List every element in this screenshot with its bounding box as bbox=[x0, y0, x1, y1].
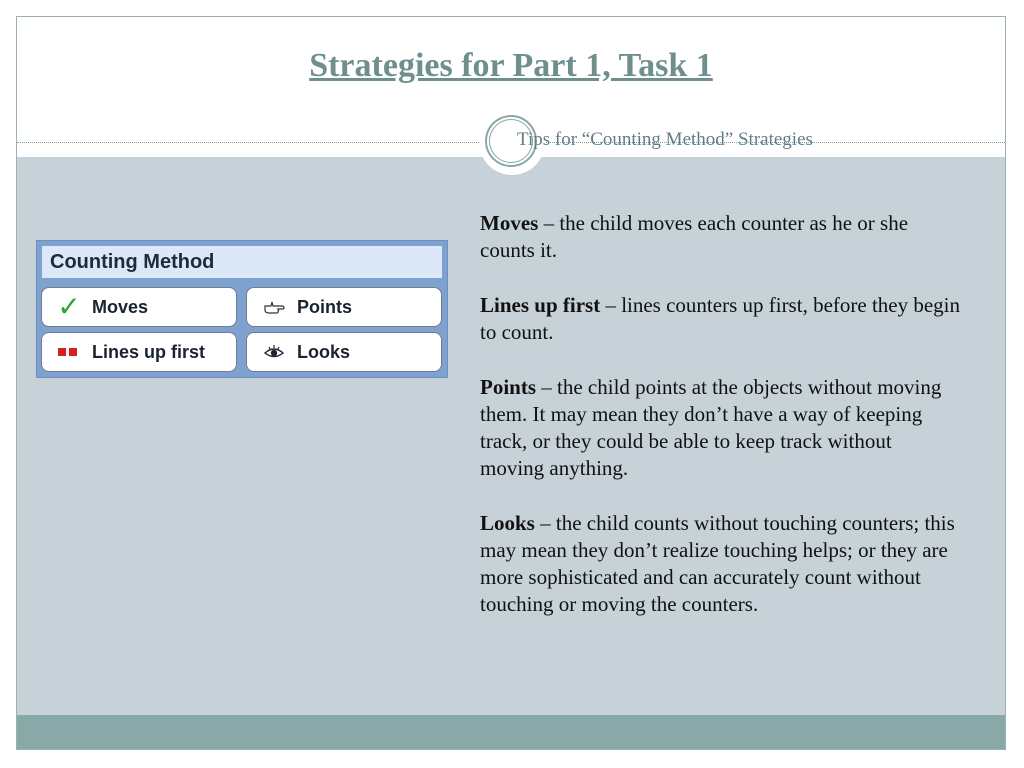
moves-label: Moves bbox=[92, 296, 149, 317]
tips-column bbox=[480, 210, 960, 646]
tip-term: Points bbox=[480, 375, 537, 399]
red-squares-icon bbox=[52, 348, 86, 356]
tip-term: Moves bbox=[480, 211, 539, 235]
points-label: Points bbox=[297, 296, 353, 317]
footer-bar bbox=[17, 715, 1005, 749]
counting-method-panel bbox=[36, 240, 448, 378]
moves-button[interactable] bbox=[41, 287, 237, 327]
tip-term: Lines up first bbox=[480, 293, 601, 317]
tip-looks bbox=[480, 510, 960, 618]
tip-lines-up-first bbox=[480, 292, 960, 346]
points-button[interactable] bbox=[246, 287, 442, 327]
slide bbox=[16, 16, 1006, 750]
tip-text: – the child moves each counter as he or she counts it. bbox=[480, 211, 909, 262]
pointing-hand-icon bbox=[257, 298, 291, 316]
lines-up-first-label: Lines up first bbox=[92, 341, 206, 362]
eye-icon bbox=[257, 344, 291, 360]
panel-header: Counting Method bbox=[42, 246, 442, 278]
tip-text: – the child counts without touching counters; this may mean they don’t realize touching helps; or they are more sophisticated and can accurately count without touching or moving the counters. bbox=[480, 511, 955, 616]
looks-label: Looks bbox=[297, 341, 351, 362]
looks-button[interactable] bbox=[246, 332, 442, 372]
tip-points bbox=[480, 374, 960, 482]
slide-subtitle: Tips for “Counting Method” Strategies bbox=[517, 129, 813, 150]
tip-term: Looks bbox=[480, 511, 535, 535]
tip-moves bbox=[480, 210, 960, 264]
tip-text: – lines counters up first, before they begin to count. bbox=[480, 293, 961, 344]
slide-title: Strategies for Part 1, Task 1 bbox=[309, 47, 713, 84]
checkmark-icon: ✓ bbox=[57, 291, 81, 322]
lines-up-first-button[interactable] bbox=[41, 332, 237, 372]
tip-text: – the child points at the objects without moving them. It may mean they don’t have a way of keeping track, or they could be able to keep track without moving anything. bbox=[480, 375, 942, 480]
